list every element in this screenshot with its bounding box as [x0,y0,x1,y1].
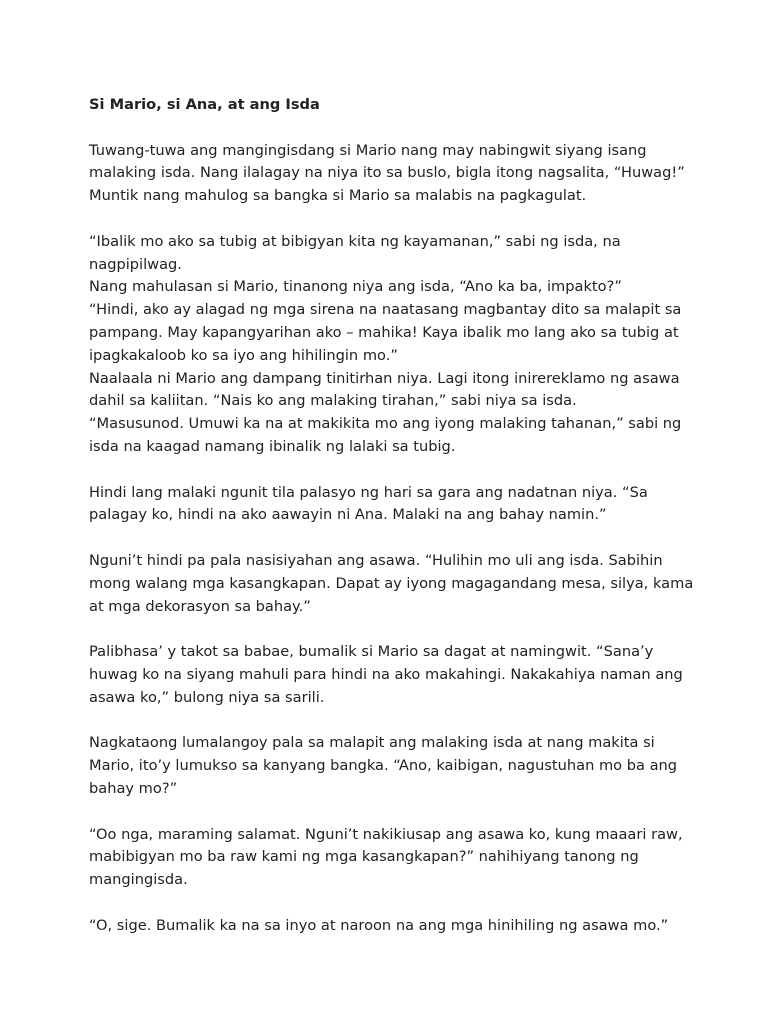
paragraph [89,732,689,800]
text-line: “O, sige. Bumalik ka na sa inyo at naroon na ang mga hinihiling ng asawa mo.” [89,916,669,934]
text-line: “Ibalik mo ako sa tubig at bibigyan kita ng kayamanan,” sabi ng isda, na [89,232,621,250]
text-line: Palibhasa’ y takot sa babae, bumalik si Mario sa dagat at namingwit. “Sana’y [89,643,654,661]
text-line: ipagkakaloob ko sa iyo ang hihilingin mo.” [89,346,398,364]
story-title: Si Mario, si Ana, at ang Isda [89,96,320,113]
text-line: Hindi lang malaki ngunit tila palasyo ng hari sa gara ang nadatnan niya. “Sa [89,483,648,501]
text-line: mong walang mga kasangkapan. Dapat ay iyong magagandang mesa, silya, kama [89,574,694,592]
text-line: Nguni’t hindi pa pala nasisiyahan ang asawa. “Hulihin mo uli ang isda. Sabihin [89,551,663,569]
text-line: asawa ko,” bulong niya sa sarili. [89,688,325,706]
text-line: “Oo nga, maraming salamat. Nguni’t nakikiusap ang asawa ko, kung maaari raw, [89,825,683,843]
text-line: Nagkataong lumalangoy pala sa malapit ang malaking isda at nang makita si [89,734,655,752]
text-line: nagpipilwag. [89,255,182,273]
text-line: mabibigyan mo ba raw kami ng mga kasangkapan?” nahihiyang tanong ng [89,848,639,866]
text-line: Mario, ito’y lumukso sa kanyang bangka. “Ano, kaibigan, nagustuhan mo ba ang [89,757,678,775]
document-page [89,94,694,960]
text-line: Tuwang-tuwa ang mangingisdang si Mario nang may nabingwit siyang isang [89,141,647,159]
paragraph [89,641,689,709]
text-line: mangingisda. [89,871,188,889]
text-line: malaking isda. Nang ilalagay na niya ito sa buslo, bigla itong nagsalita, “Huwag!” [89,164,685,182]
paragraph [89,140,689,208]
text-line: pampang. May kapangyarihan ako – mahika! Kaya ibalik mo lang ako sa tubig at [89,323,679,341]
text-line: at mga dekorasyon sa bahay.” [89,597,311,615]
text-line: Nang mahulasan si Mario, tinanong niya ang isda, “Ano ka ba, impakto?” [89,278,622,296]
text-line: palagay ko, hindi na ako aawayin ni Ana. Malaki na ang bahay namin.” [89,506,607,524]
text-line: Muntik nang mahulog sa bangka si Mario sa malabis na pagkagulat. [89,187,587,205]
text-line: “Masusunod. Umuwi ka na at makikita mo ang iyong malaking tahanan,” sabi ng [89,415,682,433]
paragraph [89,915,689,938]
text-line: huwag ko na siyang mahuli para hindi na ako makahingi. Nakakahiya naman ang [89,665,683,683]
text-line: dahil sa kaliitan. “Nais ko ang malaking tirahan,” sabi niya sa isda. [89,392,577,410]
text-line: “Hindi, ako ay alagad ng mga sirena na naatasang magbantay dito sa malapit sa [89,301,682,319]
text-line: Naalaala ni Mario ang dampang tinitirhan niya. Lagi itong inirereklamo ng asawa [89,369,680,387]
text-line: bahay mo?” [89,779,178,797]
paragraph [89,550,694,618]
paragraph [89,231,689,459]
text-line: isda na kaagad namang ibinalik ng lalaki sa tubig. [89,437,456,455]
paragraph [89,482,689,528]
paragraph [89,824,689,892]
